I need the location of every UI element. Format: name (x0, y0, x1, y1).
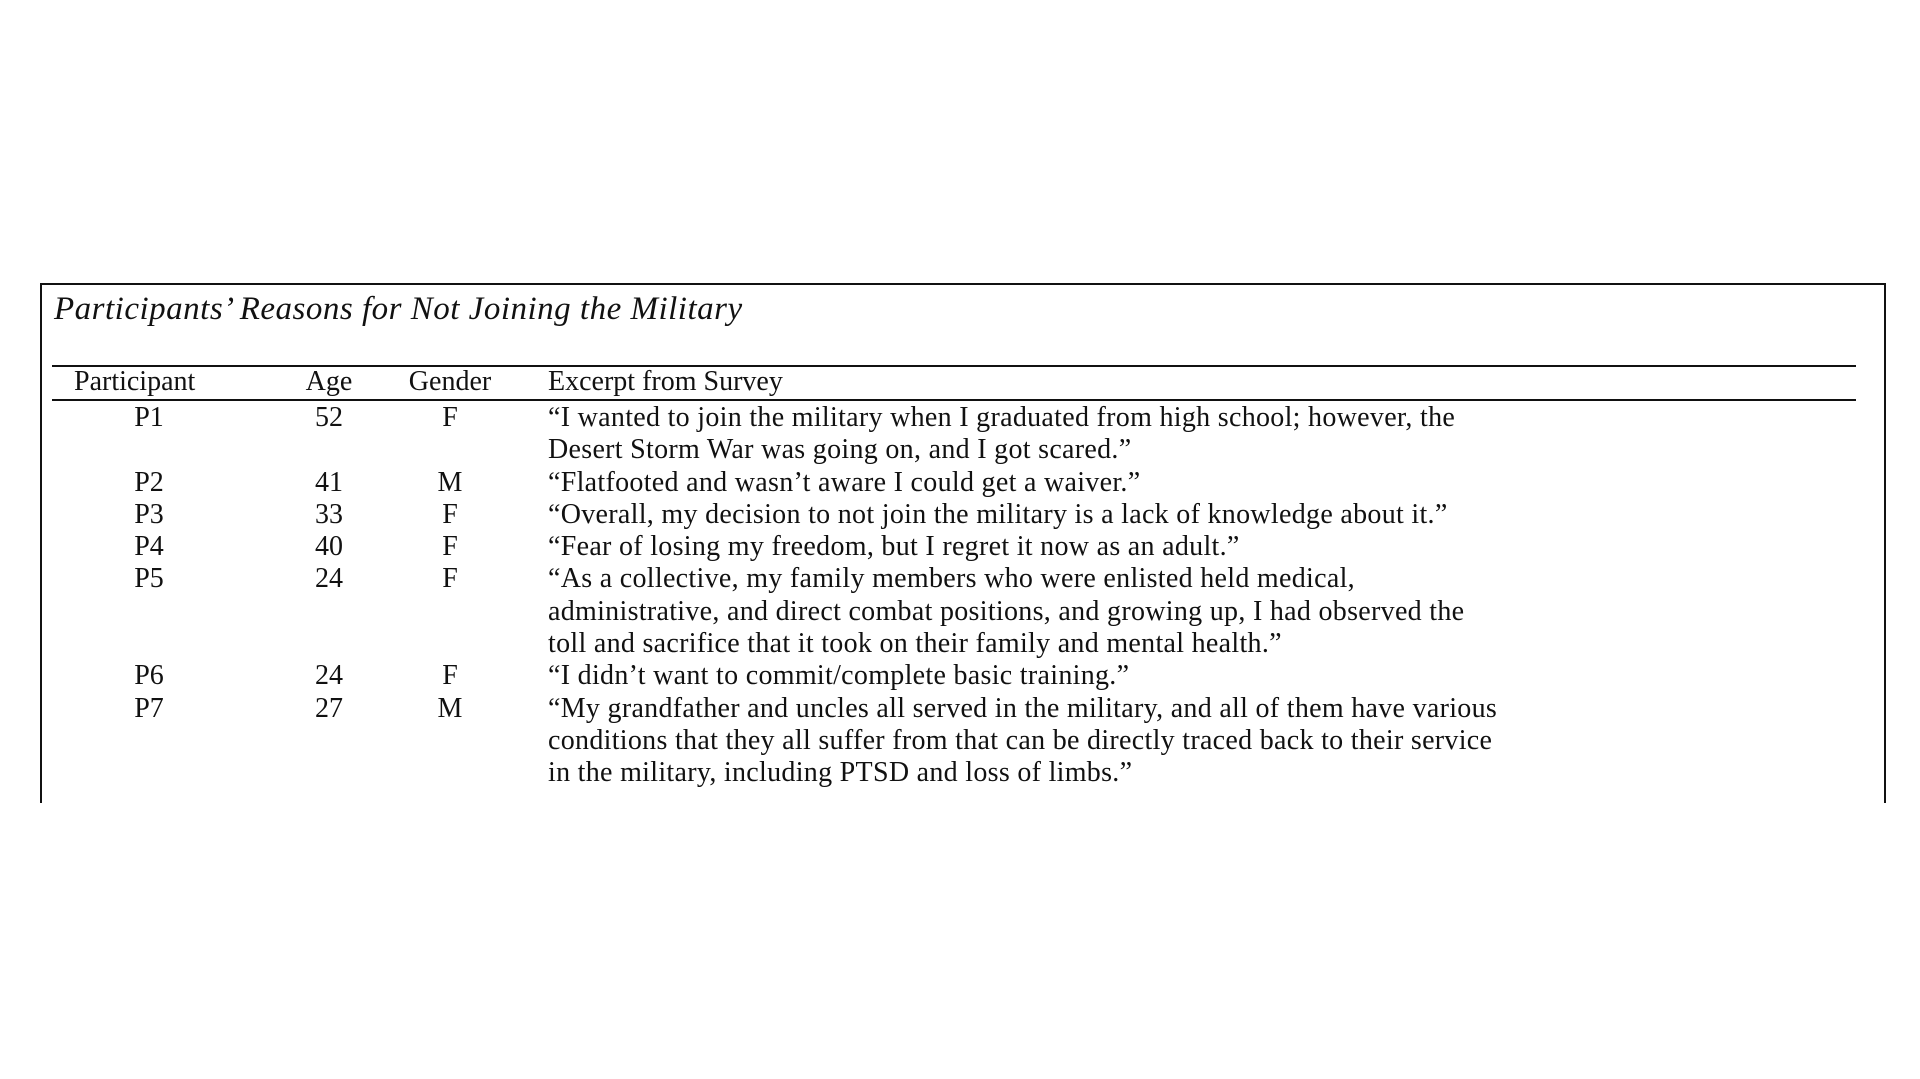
table-header-row (42, 365, 1862, 399)
cell-participant: P4 (134, 531, 164, 563)
header-gender: Gender (408, 366, 492, 397)
cell-gender: F (442, 402, 458, 433)
cell-participant: P6 (134, 660, 164, 692)
excerpt-line: in the military, including PTSD and loss of limbs.” (548, 757, 1133, 789)
cell-age: 41 (315, 466, 343, 498)
cell-excerpt (548, 693, 1858, 790)
cell-excerpt (548, 660, 1858, 692)
table-row (42, 467, 1862, 499)
cell-participant: P2 (134, 466, 164, 498)
header-excerpt: Excerpt from Survey (548, 366, 783, 397)
table-row (42, 563, 1862, 660)
cell-participant: P3 (134, 498, 164, 530)
excerpt-line: administrative, and direct combat positions, and growing up, I had observed the (548, 595, 1465, 627)
cell-gender: F (442, 660, 458, 692)
cell-participant: P1 (134, 402, 164, 433)
excerpt-line: “My grandfather and uncles all served in the military, and all of them have various (548, 692, 1498, 724)
cell-age: 40 (315, 531, 343, 563)
table-title: Participants’ Reasons for Not Joining the Military (54, 291, 743, 327)
cell-age: 27 (315, 692, 343, 724)
cell-excerpt (548, 531, 1858, 563)
cell-participant: P7 (134, 692, 164, 724)
cell-gender: F (442, 531, 458, 563)
cell-age: 24 (315, 660, 343, 692)
cell-age: 52 (315, 402, 343, 433)
excerpt-line: “Flatfooted and wasn’t aware I could get a waiver.” (548, 466, 1141, 498)
cell-gender: F (442, 498, 458, 530)
cell-gender: F (442, 563, 458, 595)
table-row (42, 693, 1862, 790)
excerpt-line: “Overall, my decision to not join the military is a lack of knowledge about it.” (548, 498, 1448, 530)
cell-excerpt (548, 467, 1858, 499)
header-bottom-rule (52, 399, 1856, 401)
table-frame (40, 283, 1886, 803)
table-row (42, 402, 1862, 467)
header-participant: Participant (74, 366, 196, 397)
excerpt-line: Desert Storm War was going on, and I got scared.” (548, 434, 1132, 466)
cell-excerpt (548, 563, 1858, 660)
cell-excerpt (548, 499, 1858, 531)
excerpt-line: conditions that they all suffer from that can be directly traced back to their service (548, 724, 1493, 756)
excerpt-line: “Fear of losing my freedom, but I regret it now as an adult.” (548, 531, 1240, 563)
excerpt-line: toll and sacrifice that it took on their family and mental health.” (548, 628, 1282, 660)
cell-age: 24 (315, 563, 343, 595)
excerpt-line: “As a collective, my family members who were enlisted held medical, (548, 563, 1355, 595)
header-age: Age (305, 366, 353, 397)
cell-excerpt (548, 402, 1858, 467)
excerpt-line: “I didn’t want to commit/complete basic training.” (548, 660, 1130, 692)
table-row (42, 660, 1862, 692)
cell-participant: P5 (134, 563, 164, 595)
excerpt-line: “I wanted to join the military when I graduated from high school; however, the (548, 402, 1456, 433)
cell-gender: M (437, 692, 463, 724)
cell-gender: M (437, 466, 463, 498)
cell-age: 33 (315, 498, 343, 530)
table-row (42, 499, 1862, 531)
table-row (42, 531, 1862, 563)
table-body (42, 402, 1862, 790)
